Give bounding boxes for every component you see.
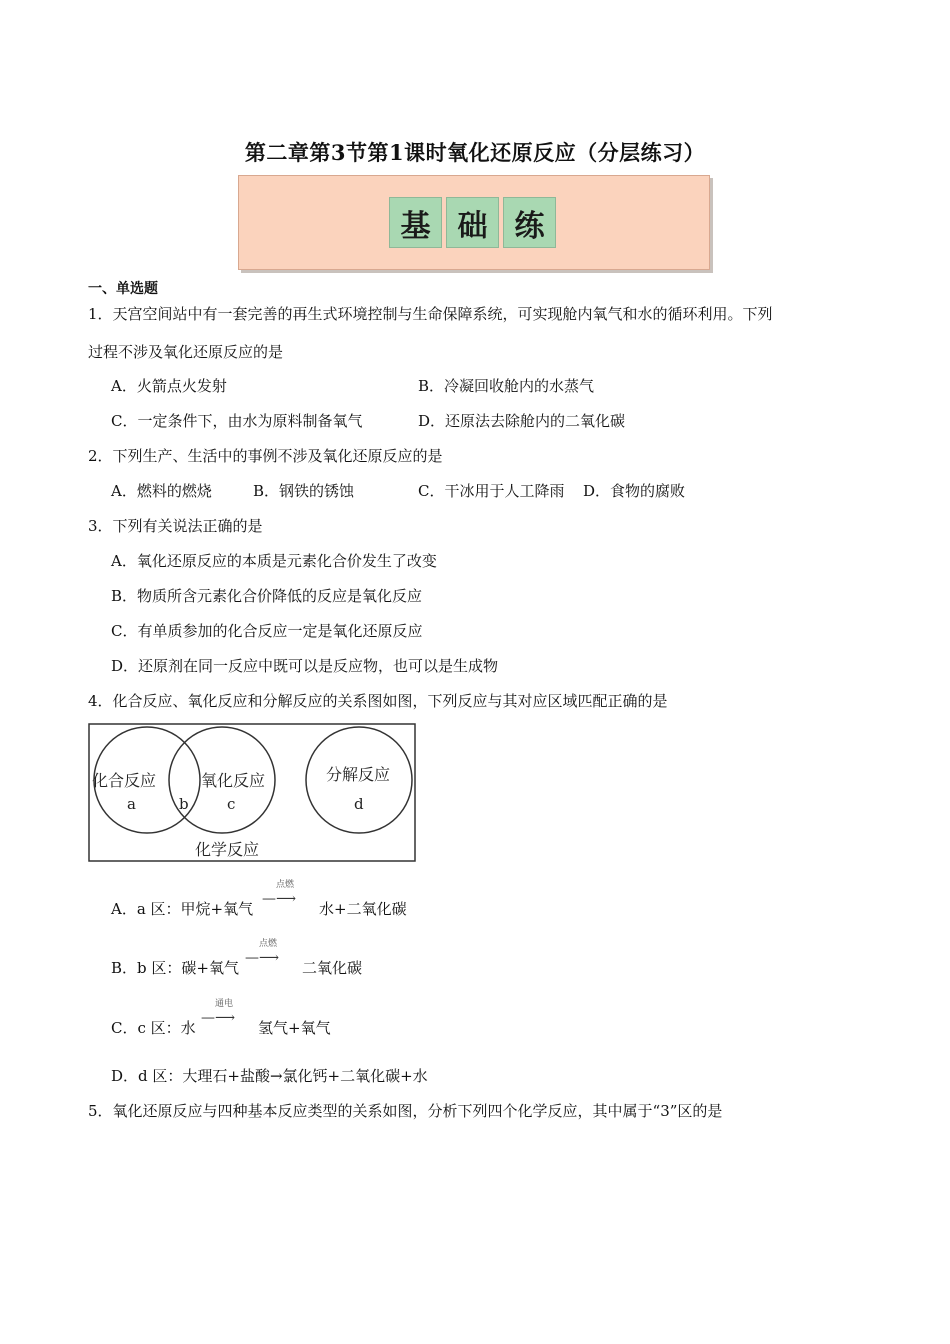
- reaction-arrow-icon: —⟶: [245, 950, 280, 966]
- q4-option-d[interactable]: D．d 区：大理石+盐酸→氯化钙+二氧化碳+水: [111, 1067, 428, 1085]
- q1-stem-line1: 1．天宫空间站中有一套完善的再生式环境控制与生命保障系统，可实现舱内氧气和水的循环利用。下列: [88, 305, 773, 323]
- q4-option-c-reactants: C．c 区：水: [111, 1019, 196, 1037]
- venn-region-b: b: [179, 795, 189, 813]
- q2-option-b[interactable]: B．钢铁的锈蚀: [253, 482, 355, 500]
- venn-label-decomposition: 分解反应: [326, 765, 391, 784]
- reaction-condition: [201, 999, 236, 1026]
- venn-region-c: c: [227, 795, 236, 813]
- venn-region-d: d: [354, 795, 364, 813]
- q3-stem: 3．下列有关说法正确的是: [88, 517, 263, 535]
- venn-diagram: [88, 723, 416, 862]
- q4-option-c-products: 氢气+氧气: [258, 1019, 331, 1037]
- q4-option-b-products: 二氧化碳: [302, 959, 363, 977]
- q3-option-b[interactable]: B．物质所含元素化合价降低的反应是氧化反应: [111, 587, 423, 605]
- condition-label: 通电: [215, 999, 234, 1009]
- banner-char: 础: [446, 197, 499, 248]
- q1-option-a[interactable]: A．火箭点火发射: [111, 377, 227, 395]
- q3-option-a[interactable]: A．氧化还原反应的本质是元素化合价发生了改变: [111, 552, 437, 570]
- q4-option-a-reactants: A．a 区：甲烷+氧气: [111, 900, 254, 918]
- q1-stem-line2: 过程不涉及氧化还原反应的是: [88, 343, 284, 361]
- q4-option-a[interactable]: [111, 898, 253, 919]
- venn-label-oxidation: 氧化反应: [201, 771, 266, 790]
- q5-stem: 5．氧化还原反应与四种基本反应类型的关系如图，分析下列四个化学反应，其中属于“3”区的是: [88, 1102, 723, 1120]
- banner-char: 基: [389, 197, 442, 248]
- section-banner: [238, 175, 710, 270]
- q2-option-c[interactable]: C．干冰用于人工降雨: [418, 482, 565, 500]
- section-heading: 一、单选题: [88, 281, 158, 297]
- q4-stem: 4．化合反应、氧化反应和分解反应的关系图如图，下列反应与其对应区域匹配正确的是: [88, 692, 668, 710]
- q3-option-d[interactable]: D．还原剂在同一反应中既可以是反应物，也可以是生成物: [111, 657, 499, 675]
- q4-option-b-reactants: B．b 区：碳+氧气: [111, 959, 239, 977]
- q3-option-c[interactable]: C．有单质参加的化合反应一定是氧化还原反应: [111, 622, 423, 640]
- q2-option-d[interactable]: D．食物的腐败: [583, 482, 686, 500]
- q1-option-b[interactable]: B．冷凝回收舱内的水蒸气: [418, 377, 595, 395]
- condition-label: 点燃: [259, 939, 278, 949]
- reaction-condition: [262, 880, 297, 907]
- q1-option-c[interactable]: C．一定条件下，由水为原料制备氧气: [111, 412, 363, 430]
- q1-option-d[interactable]: D．还原法去除舱内的二氧化碳: [418, 412, 626, 430]
- venn-region-a: a: [127, 795, 136, 813]
- reaction-arrow-icon: —⟶: [262, 891, 297, 907]
- reaction-arrow-icon: —⟶: [201, 1010, 236, 1026]
- q4-option-b[interactable]: [111, 957, 239, 978]
- venn-label-combination: 化合反应: [92, 771, 157, 790]
- condition-label: 点燃: [276, 880, 295, 890]
- page-title: 第二章第3节第1课时氧化还原反应（分层练习）: [244, 140, 706, 165]
- banner-char: 练: [503, 197, 556, 248]
- q4-option-a-products: 水+二氧化碳: [319, 900, 407, 918]
- q4-option-c[interactable]: [111, 1017, 196, 1038]
- q2-option-a[interactable]: A．燃料的燃烧: [111, 482, 212, 500]
- venn-label-outer: 化学反应: [195, 840, 260, 859]
- q2-stem: 2．下列生产、生活中的事例不涉及氧化还原反应的是: [88, 447, 443, 465]
- reaction-condition: [245, 939, 280, 966]
